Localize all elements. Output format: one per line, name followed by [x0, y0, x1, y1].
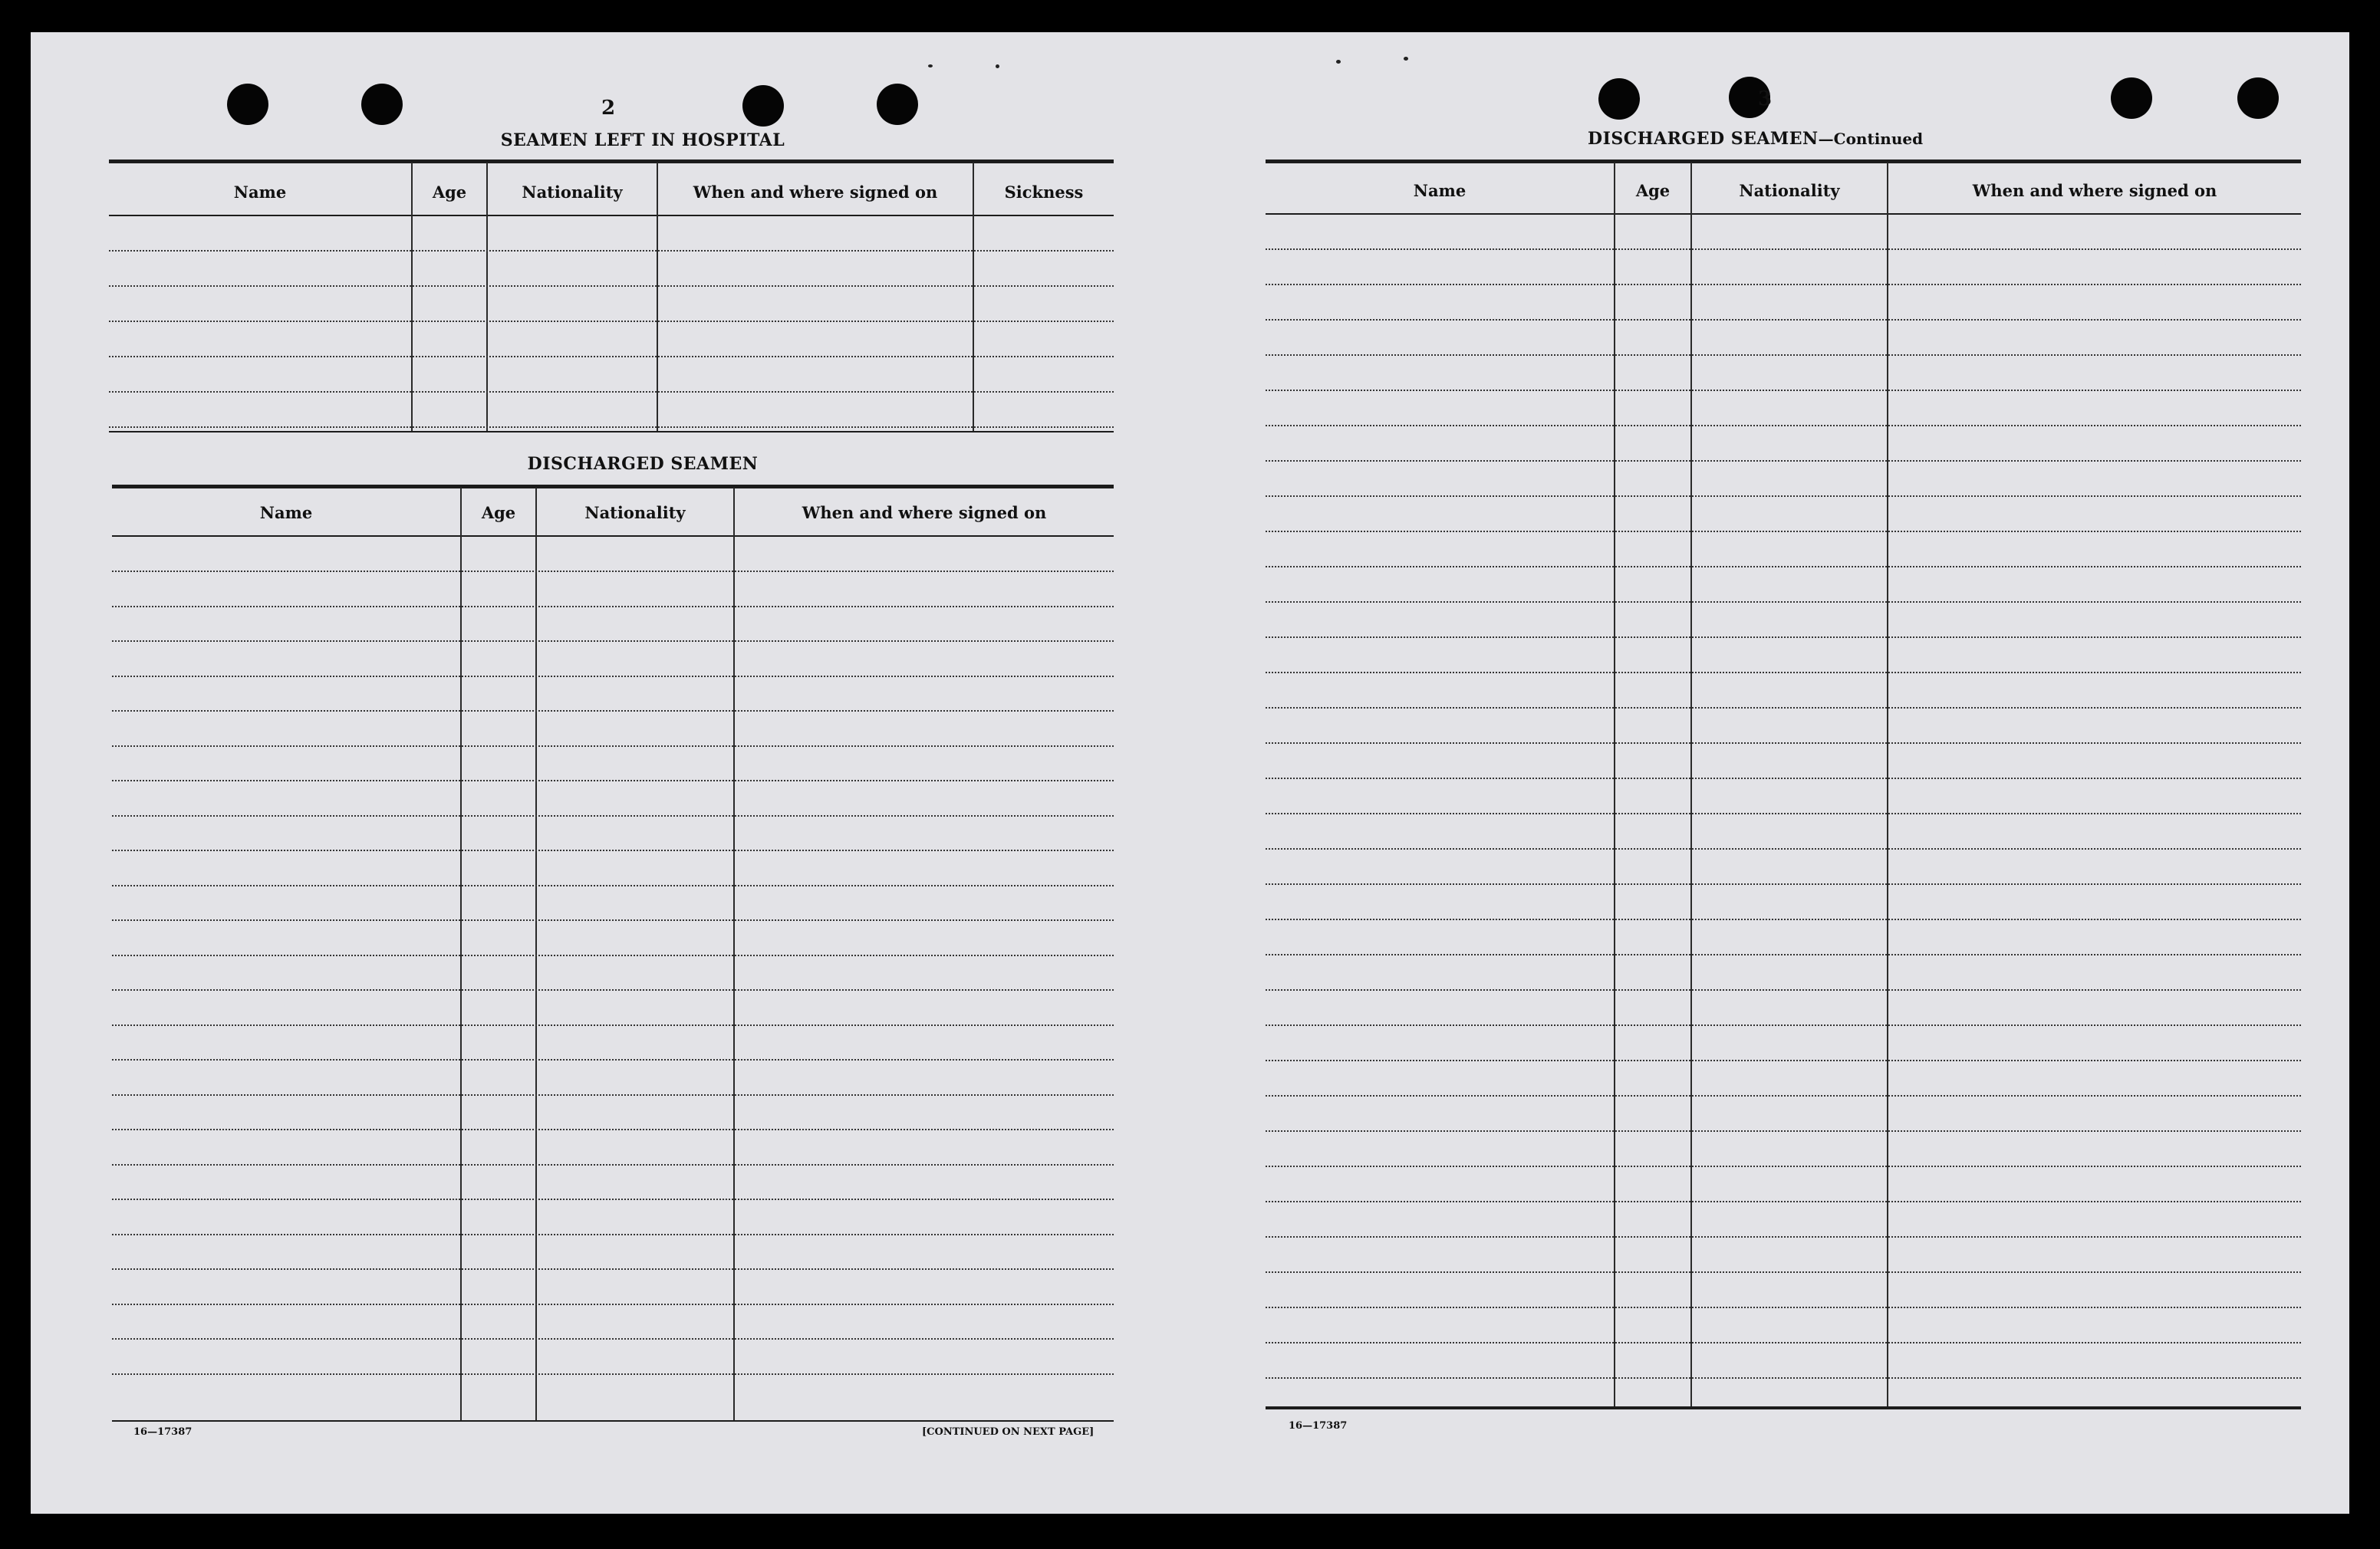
- entry-line: [1266, 989, 2301, 991]
- discharged-table: [112, 485, 1114, 1462]
- hospital-section-title: SEAMEN LEFT IN HOSPITAL: [500, 130, 785, 150]
- entry-line: [1266, 636, 2301, 638]
- entry-line: [112, 919, 1114, 921]
- entry-line: [1266, 1060, 2301, 1061]
- entry-line: [1266, 319, 2301, 321]
- entry-line: [1266, 1271, 2301, 1273]
- entry-line: [109, 285, 1114, 287]
- entry-line: [1266, 742, 2301, 744]
- entry-line: [112, 989, 1114, 991]
- entry-line: [112, 815, 1114, 817]
- entry-line: [112, 885, 1114, 886]
- column-header-age: Age: [1635, 181, 1671, 200]
- punch-hole: [361, 84, 403, 125]
- entry-line: [112, 1304, 1114, 1305]
- column-header-age: Age: [432, 183, 467, 202]
- entry-line: [112, 676, 1114, 677]
- entry-line: [1266, 1236, 2301, 1238]
- entry-line: [112, 1164, 1114, 1166]
- column-header-age: Age: [481, 503, 516, 522]
- form-number-left: 16—17387: [133, 1426, 193, 1438]
- hospital-table: [109, 160, 1114, 474]
- ink-fleck: [996, 64, 999, 68]
- column-header-nationality: Nationality: [584, 503, 686, 522]
- entry-line: [1266, 707, 2301, 709]
- entry-line: [109, 426, 1114, 428]
- entry-line: [109, 250, 1114, 252]
- entry-line: [112, 1338, 1114, 1340]
- entry-line: [109, 391, 1114, 393]
- entry-line: [112, 1094, 1114, 1096]
- entry-line: [112, 1199, 1114, 1200]
- punch-hole: [2237, 77, 2279, 119]
- entry-line: [112, 1129, 1114, 1130]
- entry-line: [112, 1373, 1114, 1375]
- entry-line: [1266, 919, 2301, 920]
- entry-line: [112, 1059, 1114, 1061]
- punch-hole: [227, 84, 268, 125]
- ink-fleck: [928, 64, 933, 67]
- form-number-right: 16—17387: [1289, 1420, 1348, 1432]
- ink-fleck: [1336, 60, 1341, 64]
- entry-line: [1266, 495, 2301, 497]
- column-header-name: Name: [233, 183, 287, 202]
- entry-line: [112, 710, 1114, 712]
- column-header-sickness: Sickness: [1004, 183, 1084, 202]
- entry-line: [1266, 1377, 2301, 1379]
- column-header-signed-on: When and where signed on: [693, 183, 938, 202]
- entry-line: [112, 1234, 1114, 1235]
- entry-line: [109, 321, 1114, 322]
- entry-line: [1266, 883, 2301, 885]
- column-header-name: Name: [1413, 181, 1467, 200]
- entry-line: [1266, 1342, 2301, 1343]
- column-header-nationality: Nationality: [1739, 181, 1840, 200]
- entry-line: [1266, 390, 2301, 391]
- entry-line: [112, 571, 1114, 572]
- entry-line: [1266, 1307, 2301, 1308]
- entry-line: [1266, 425, 2301, 426]
- punch-hole: [742, 85, 784, 127]
- entry-line: [1266, 672, 2301, 673]
- entry-line: [1266, 460, 2301, 462]
- entry-line: [1266, 1166, 2301, 1167]
- entry-line: [1266, 1095, 2301, 1097]
- entry-line: [1266, 954, 2301, 955]
- punch-hole: [2111, 77, 2152, 119]
- discharged-continued-title: [1588, 129, 1924, 149]
- page-number-left: 2: [601, 97, 616, 120]
- entry-line: [1266, 813, 2301, 814]
- entry-line: [1266, 778, 2301, 779]
- ink-fleck: [1404, 57, 1408, 61]
- column-header-name: Name: [259, 503, 313, 522]
- entry-line: [1266, 1024, 2301, 1026]
- form-sheet: [31, 32, 2349, 1514]
- entry-line: [112, 606, 1114, 607]
- entry-line: [109, 356, 1114, 357]
- discharged-section-title: DISCHARGED SEAMEN: [527, 454, 759, 474]
- entry-line: [112, 955, 1114, 956]
- entry-line: [1266, 248, 2301, 250]
- column-header-signed-on: When and where signed on: [802, 503, 1047, 522]
- entry-line: [112, 640, 1114, 642]
- entry-line: [1266, 1201, 2301, 1202]
- entry-line: [1266, 1130, 2301, 1132]
- entry-line: [1266, 601, 2301, 603]
- entry-line: [1266, 284, 2301, 285]
- punch-hole: [1598, 78, 1640, 120]
- discharged-continued-table: [1266, 160, 2301, 1448]
- page-number-right: 3: [1757, 87, 1773, 110]
- entry-line: [1266, 848, 2301, 850]
- discharged-continued-title-main: DISCHARGED SEAMEN: [1588, 129, 1819, 149]
- punch-hole: [877, 84, 918, 125]
- entry-line: [1266, 566, 2301, 567]
- column-header-nationality: Nationality: [522, 183, 623, 202]
- discharged-continued-title-suffix: —Continued: [1818, 130, 1924, 148]
- entry-line: [112, 850, 1114, 851]
- continued-note: [CONTINUED ON NEXT PAGE]: [922, 1426, 1095, 1438]
- entry-line: [1266, 531, 2301, 532]
- entry-line: [112, 780, 1114, 781]
- entry-line: [112, 1268, 1114, 1270]
- entry-line: [112, 1024, 1114, 1026]
- column-header-signed-on: When and where signed on: [1972, 181, 2217, 200]
- entry-line: [112, 745, 1114, 747]
- entry-line: [1266, 354, 2301, 356]
